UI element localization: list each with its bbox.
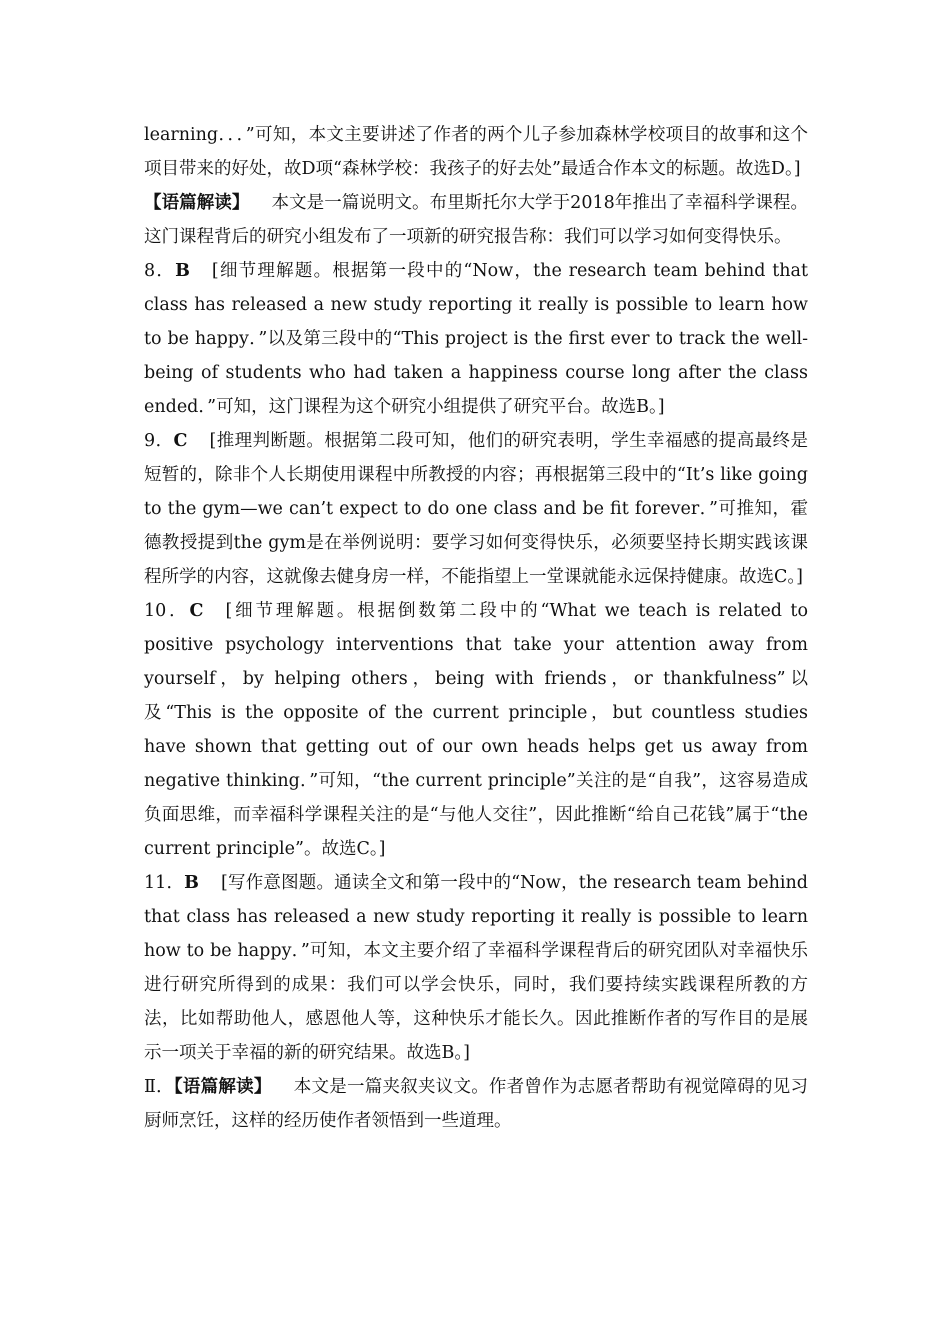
answer-letter: C [173,431,188,451]
question-number: 11． [144,873,185,893]
question-number: 9． [144,431,174,451]
paragraph-continuation [144,118,808,186]
answer-explanations [144,118,808,1138]
answer-letter: C [189,601,204,621]
answer-letter: B [175,261,190,281]
question-11-explanation [144,866,808,1070]
passage-analysis-2 [144,1070,808,1138]
section-label: 【语篇解读】 [144,193,250,213]
section-label: 【语篇解读】 [173,1077,272,1097]
paragraph-text: [细节理解题。根据倒数第二段中的“What we teach is related to positive psychology interventions that take your attention away from yourself，by helping others，being with friends，or thankfulness”以及“This is the opposite of the current principle，but countless studies have shown that getting out of our own heads helps get us away from negative thinking．”可知，“the current principle”关注的是“自我”，这容易造成负面思维，而幸福科学课程关注的是“与他人交往”，因此推断“给自己花钱”属于“the current principle”。故选C。] [144,601,808,859]
section-number: Ⅱ． [144,1077,174,1097]
paragraph-text: 本文是一篇夹叙夹议文。作者曾作为志愿者帮助有视觉障碍的见习厨师烹饪，这样的经历使作者领悟到一些道理。 [144,1077,808,1131]
paragraph-text: 本文是一篇说明文。布里斯托尔大学于2018年推出了幸福科学课程。这门课程背后的研究小组发布了一项新的研究报告称：我们可以学习如何变得快乐。 [144,193,808,247]
question-number: 8． [144,261,176,281]
paragraph-text: [细节理解题。根据第一段中的“Now，the research team behind that class has released a new study reporting it really is possible to learn how to be happy．”以及第三段中的“This project is the first ever to track the well-being of students who had taken a happiness course long after the class ended．”可知，这门课程为这个研究小组提供了研究平台。故选B。] [144,261,808,417]
answer-letter: B [184,873,199,893]
question-9-explanation [144,424,808,594]
question-10-explanation [144,594,808,866]
paragraph-text: [写作意图题。通读全文和第一段中的“Now，the research team behind that class has released a new study reporting it really is possible to learn how to be happy．”可知，本文主要介绍了幸福科学课程背后的研究团队对幸福快乐进行研究所得到的成果：我们可以学会快乐，同时，我们要持续实践课程所教的方法，比如帮助他人，感恩他人等，这种快乐才能长久。因此推断作者的写作目的是展示一项关于幸福的新的研究结果。故选B。] [144,873,808,1063]
passage-analysis-1 [144,186,808,254]
paragraph-text: learning．．．”可知，本文主要讲述了作者的两个儿子参加森林学校项目的故事和这个项目带来的好处，故D项“森林学校：我孩子的好去处”最适合作本文的标题。故选D。] [144,125,808,179]
paragraph-text: [推理判断题。根据第二段可知，他们的研究表明，学生幸福感的提高最终是短暂的，除非个人长期使用课程中所教授的内容；再根据第三段中的“It’s like going to the gym—we can’t expect to do one class and be fit forever．”可推知，霍德教授提到the gym是在举例说明：要学习如何变得快乐，必须要坚持长期实践该课程所学的内容，这就像去健身房一样，不能指望上一堂课就能永远保持健康。故选C。] [144,431,808,587]
question-8-explanation [144,254,808,424]
question-number: 10． [144,601,190,621]
